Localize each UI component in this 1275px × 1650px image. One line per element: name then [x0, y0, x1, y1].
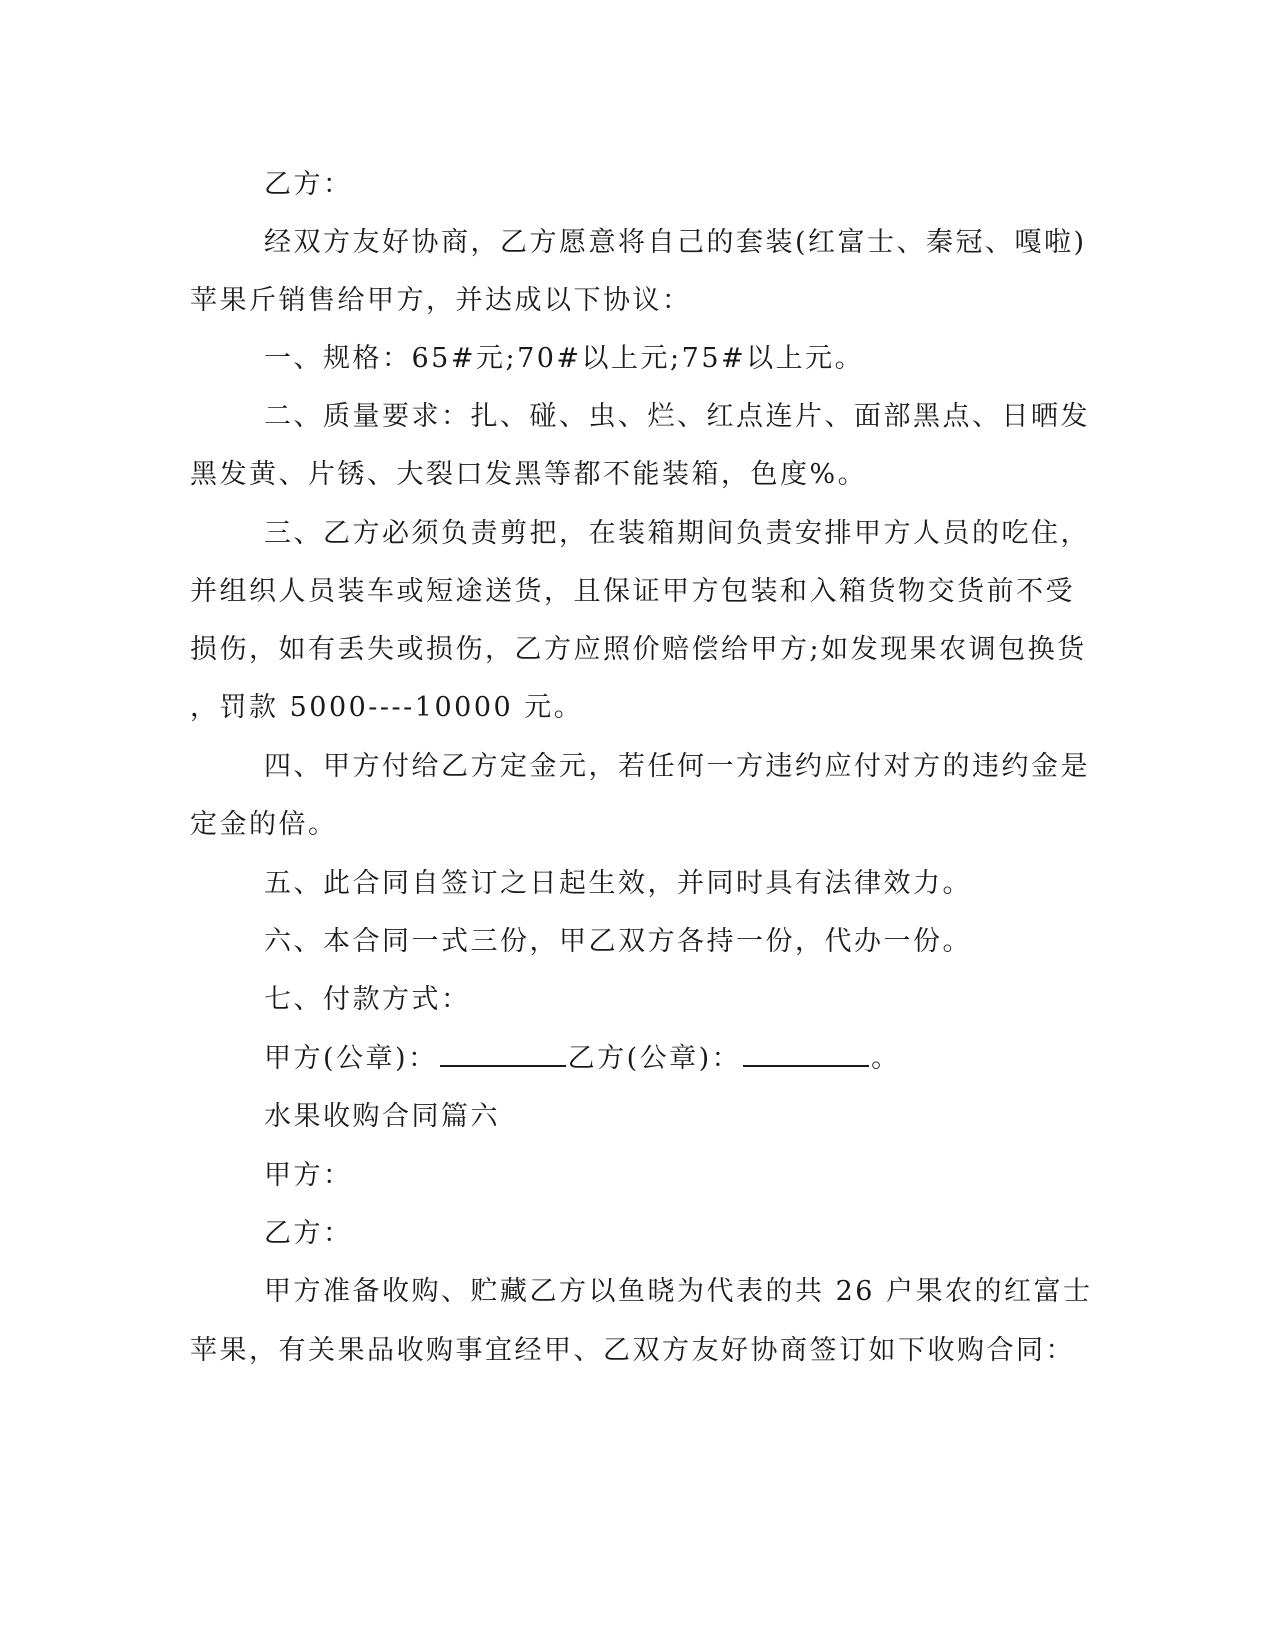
paragraph-line: 甲方准备收购、贮藏乙方以鱼晓为代表的共 26 户果农的红富士 — [264, 1276, 1093, 1307]
clause-6-line: 六、本合同一式三份，甲乙双方各持一份，代办一份。 — [264, 926, 972, 957]
clause-3-line: 三、乙方必须负责剪把，在装箱期间负责安排甲方人员的吃住， — [264, 518, 1090, 549]
party-b-seal-label: 乙方(公章)： — [567, 1043, 742, 1074]
clause-4-line: 四、甲方付给乙方定金元，若任何一方违约应付对方的违约金是 — [264, 751, 1090, 782]
paragraph-line: 黑发黄、片锈、大裂口发黑等都不能装箱，色度%。 — [190, 459, 868, 490]
end-mark: 。 — [871, 1043, 901, 1074]
party-b-line: 乙方： — [264, 1218, 353, 1249]
signature-line — [264, 1041, 1164, 1077]
paragraph-line: 损伤，如有丢失或损伤，乙方应照价赔偿给甲方;如发现果农调包换货 — [190, 634, 1087, 665]
paragraph-line: 苹果，有关果品收购事宜经甲、乙双方友好协商签订如下收购合同： — [190, 1335, 1075, 1366]
party-a-signature-blank — [440, 1041, 566, 1067]
paragraph-line: 并组织人员装车或短途送货，且保证甲方包装和入箱货物交货前不受 — [190, 576, 1075, 607]
party-b-line: 乙方： — [264, 169, 353, 200]
party-a-seal-label: 甲方(公章)： — [264, 1043, 438, 1074]
party-a-line: 甲方： — [264, 1160, 353, 1191]
paragraph-line: 经双方友好协商，乙方愿意将自己的套装(红富士、秦冠、嘎啦) — [264, 227, 1087, 258]
clause-1-line: 一、规格：65#元;70#以上元;75#以上元。 — [264, 343, 865, 374]
party-b-signature-blank — [743, 1041, 869, 1067]
clause-5-line: 五、此合同自签订之日起生效，并同时具有法律效力。 — [264, 868, 972, 899]
section-title: 水果收购合同篇六 — [264, 1101, 500, 1132]
clause-2-line: 二、质量要求：扎、碰、虫、烂、红点连片、面部黑点、日晒发 — [264, 401, 1090, 432]
clause-7-line: 七、付款方式： — [264, 984, 471, 1015]
paragraph-line: 定金的倍。 — [190, 809, 338, 840]
paragraph-line: ，罚款 5000----10000 元。 — [190, 692, 584, 723]
paragraph-line: 苹果斤销售给甲方，并达成以下协议： — [190, 285, 692, 316]
